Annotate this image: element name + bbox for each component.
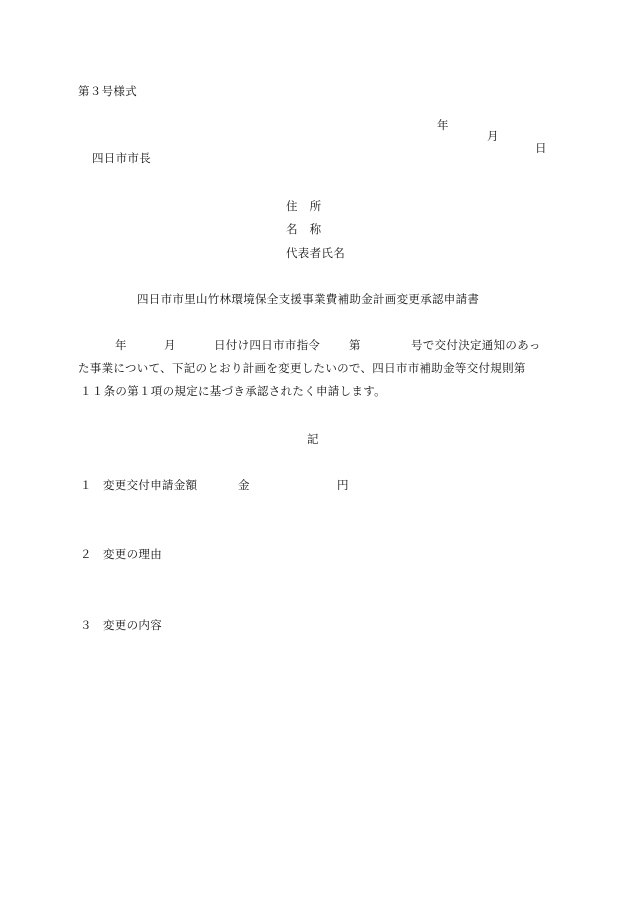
- amount-prefix: 金: [238, 478, 250, 492]
- applicant-name-label: 名 称: [286, 222, 322, 236]
- item-number: ３: [80, 618, 92, 632]
- item-reason: [80, 547, 162, 584]
- applicant-address-label: 住 所: [286, 199, 322, 213]
- date-line: [437, 108, 547, 155]
- addressee: 四日市市長: [92, 151, 151, 165]
- item-label: 変更の理由: [103, 547, 162, 561]
- body-month-label: 月: [164, 338, 176, 352]
- body-line-2: た事業について、下記のとおり計画を変更したいので、四日市市補助金等交付規則第: [78, 361, 526, 375]
- item-number: ２: [80, 547, 92, 561]
- item-content: [80, 618, 162, 655]
- item-amount: [80, 478, 349, 538]
- body-date-directive: 日付け四日市市指令: [214, 338, 321, 352]
- form-number: 第３号様式: [78, 84, 137, 98]
- date-month-label: 月: [487, 129, 499, 143]
- date-year-label: 年: [437, 117, 449, 132]
- body-line1-end: 号で交付決定通知のあっ: [411, 338, 541, 352]
- body-line-3: １１条の第１項の規定に基づき承認されたく申請します。: [80, 384, 386, 398]
- ki-heading: 記: [307, 432, 319, 446]
- date-day-label: 日: [535, 140, 547, 155]
- amount-unit: 円: [337, 478, 349, 492]
- applicant-representative-label: 代表者氏名: [286, 246, 345, 260]
- body-year-label: 年: [115, 338, 127, 352]
- item-label: 変更交付申請金額: [103, 478, 198, 492]
- item-label: 変更の内容: [103, 618, 162, 632]
- document-title: 四日市市里山竹林環境保全支援事業費補助金計画変更承認申請書: [137, 292, 480, 306]
- item-number: １: [80, 478, 92, 492]
- body-number-prefix: 第: [349, 338, 361, 352]
